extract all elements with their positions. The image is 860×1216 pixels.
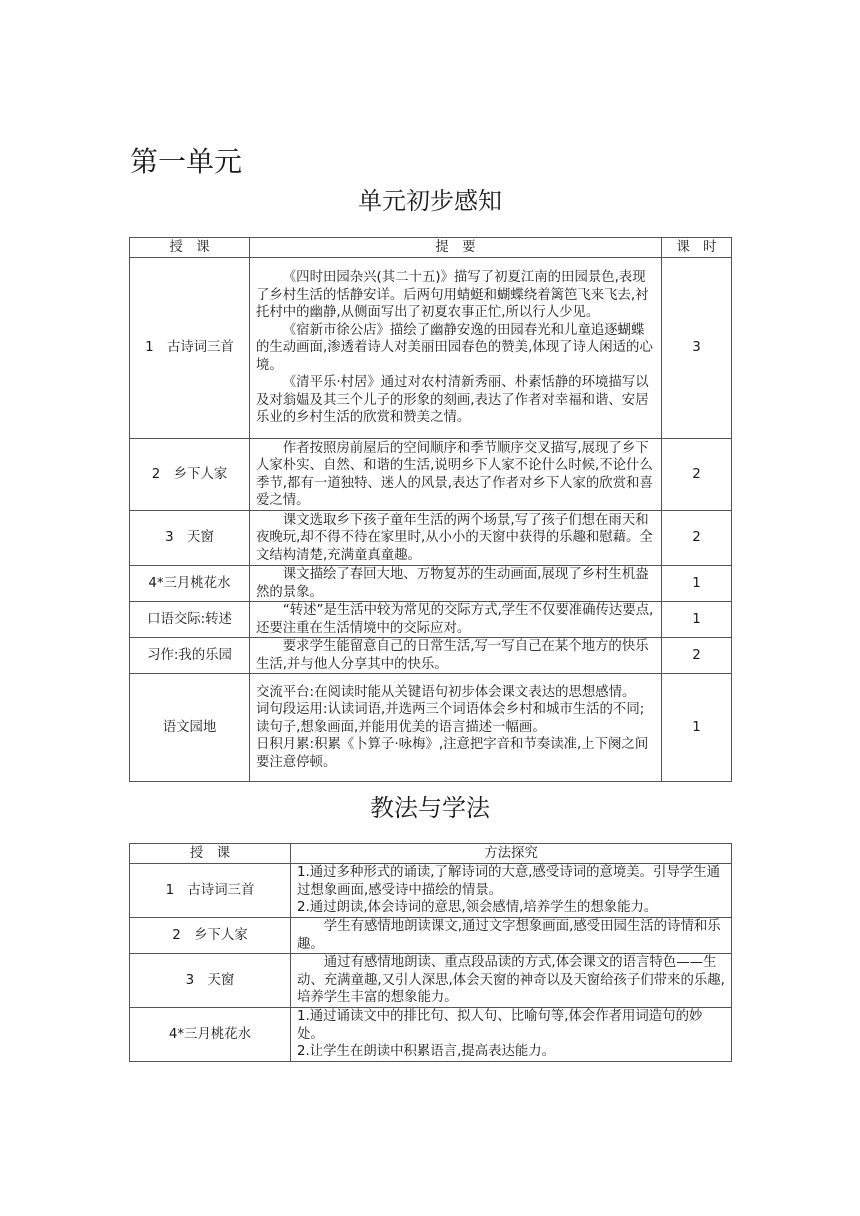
summary-paragraph: 课文描绘了春回大地、万物复苏的生动画面,展现了乡村生机盎然的景象。 <box>256 567 649 600</box>
header-lesson: 授 课 <box>130 238 250 258</box>
hours-cell: 2 <box>662 638 732 674</box>
summary-paragraph: 《四时田园杂兴(其二十五)》描写了初夏江南的田园景色,表现了乡村生活的恬静安详。后两句用蜻蜓和蝴蝶绕着篱笆飞来飞去,衬托村中的幽静,从侧面写出了初夏农事正忙,所以行人少见。 <box>256 270 649 321</box>
summary-cell <box>250 439 662 511</box>
methods-cell <box>291 954 732 1008</box>
overview-table-header <box>130 238 732 258</box>
methods-section-title: 教法与学法 <box>370 794 490 822</box>
table-row <box>130 864 732 918</box>
hours-cell: 3 <box>662 258 732 439</box>
summary-paragraph: 交流平台:在阅读时能从关键语句初步体会课文表达的思想感情。 <box>256 684 636 700</box>
header-methods: 方法探究 <box>291 844 732 864</box>
table-row <box>130 602 732 638</box>
header-summary: 提 要 <box>250 238 662 258</box>
lesson-cell: 习作:我的乐园 <box>130 638 250 674</box>
summary-paragraph: 课文选取乡下孩子童年生活的两个场景,写了孩子们想在雨天和夜晚玩,却不得不待在家里时,从小小的天窗中获得的乐趣和慰藉。全文结构清楚,充满童真童趣。 <box>256 512 653 563</box>
hours-cell: 2 <box>662 511 732 566</box>
methods-table <box>129 843 732 1062</box>
summary-cell <box>250 511 662 566</box>
hours-cell: 1 <box>662 566 732 602</box>
lesson-cell: 2 乡下人家 <box>130 918 291 954</box>
lesson-cell: 1 古诗词三首 <box>130 864 291 918</box>
lesson-cell: 4*三月桃花水 <box>130 1008 291 1062</box>
summary-cell <box>250 566 662 602</box>
methods-cell <box>291 1008 732 1062</box>
unit-title: 第一单元 <box>130 145 243 178</box>
lesson-cell: 4*三月桃花水 <box>130 566 250 602</box>
methods-paragraph: 通过有感情地朗读、重点段品读的方式,体会课文的语言特色——生动、充满童趣,又引人深思,体会天窗的神奇以及天窗给孩子们带来的乐趣,培养学生丰富的想象能力。 <box>297 955 725 1006</box>
summary-cell <box>250 674 662 782</box>
summary-paragraph: “转述”是生活中较为常见的交际方式,学生不仅要准确传达要点,还要注重在生活情境中的交际应对。 <box>256 603 654 636</box>
table-row <box>130 566 732 602</box>
summary-cell <box>250 602 662 638</box>
summary-paragraph: 要求学生能留意自己的日常生活,写一写自己在某个地方的快乐生活,并与他人分享其中的快乐。 <box>256 639 649 672</box>
methods-paragraph: 1.通过诵读文中的排比句、拟人句、比喻句等,体会作者用词造句的妙处。 <box>297 1009 703 1042</box>
methods-paragraph: 学生有感情地朗读课文,通过文字想象画面,感受田园生活的诗情和乐趣。 <box>297 919 721 952</box>
methods-paragraph: 2.让学生在朗读中积累语言,提高表达能力。 <box>297 1044 556 1060</box>
lesson-cell: 1 古诗词三首 <box>130 258 250 439</box>
summary-paragraph: 《清平乐·村居》通过对农村清新秀丽、朴素恬静的环境描写以及对翁媪及其三个儿子的形象的刻画,表达了作者对幸福和谐、安居乐业的乡村生活的欣赏和赞美之情。 <box>256 375 649 426</box>
table-row <box>130 674 732 782</box>
table-row <box>130 258 732 439</box>
table-row <box>130 439 732 511</box>
summary-cell <box>250 258 662 439</box>
overview-table <box>129 237 732 782</box>
header-lesson: 授 课 <box>130 844 291 864</box>
methods-cell <box>291 918 732 954</box>
methods-cell <box>291 864 732 918</box>
summary-paragraph: 作者按照房前屋后的空间顺序和季节顺序交叉描写,展现了乡下人家朴实、自然、和谐的生活,说明乡下人家不论什么时候,不论什么季节,都有一道独特、迷人的风景,表达了作者对乡下人家的欣赏和喜爱之情。 <box>256 440 653 508</box>
table-row <box>130 954 732 1008</box>
methods-paragraph: 1.通过多种形式的诵读,了解诗词的大意,感受诗词的意境美。引导学生通过想象画面,感受诗中描绘的情景。 <box>297 865 721 898</box>
hours-cell: 1 <box>662 674 732 782</box>
table-row <box>130 511 732 566</box>
lesson-cell: 语文园地 <box>130 674 250 782</box>
summary-paragraph: 日积月累:积累《卜算子·咏梅》,注意把字音和节奏读准,上下阕之间要注意停顿。 <box>256 737 649 770</box>
table-row <box>130 1008 732 1062</box>
hours-cell: 1 <box>662 602 732 638</box>
lesson-cell: 2 乡下人家 <box>130 439 250 511</box>
table-row <box>130 918 732 954</box>
summary-cell <box>250 638 662 674</box>
lesson-cell: 3 天窗 <box>130 954 291 1008</box>
header-hours: 课 时 <box>662 238 732 258</box>
table-row <box>130 638 732 674</box>
summary-paragraph: 《宿新市徐公店》描绘了幽静安逸的田园春光和儿童追逐蝴蝶的生动画面,渗透着诗人对美丽田园春色的赞美,体现了诗人闲适的心境。 <box>256 322 653 373</box>
lesson-cell: 3 天窗 <box>130 511 250 566</box>
summary-paragraph: 词句段运用:认读词语,并选两三个词语体会乡村和城市生活的不同;读句子,想象画面,并能用优美的语言描述一幅画。 <box>256 702 645 735</box>
methods-table-header <box>130 844 732 864</box>
overview-section-title: 单元初步感知 <box>358 187 502 215</box>
hours-cell: 2 <box>662 439 732 511</box>
lesson-cell: 口语交际:转述 <box>130 602 250 638</box>
methods-paragraph: 2.通过朗读,体会诗词的意思,领会感情,培养学生的想象能力。 <box>297 900 658 916</box>
